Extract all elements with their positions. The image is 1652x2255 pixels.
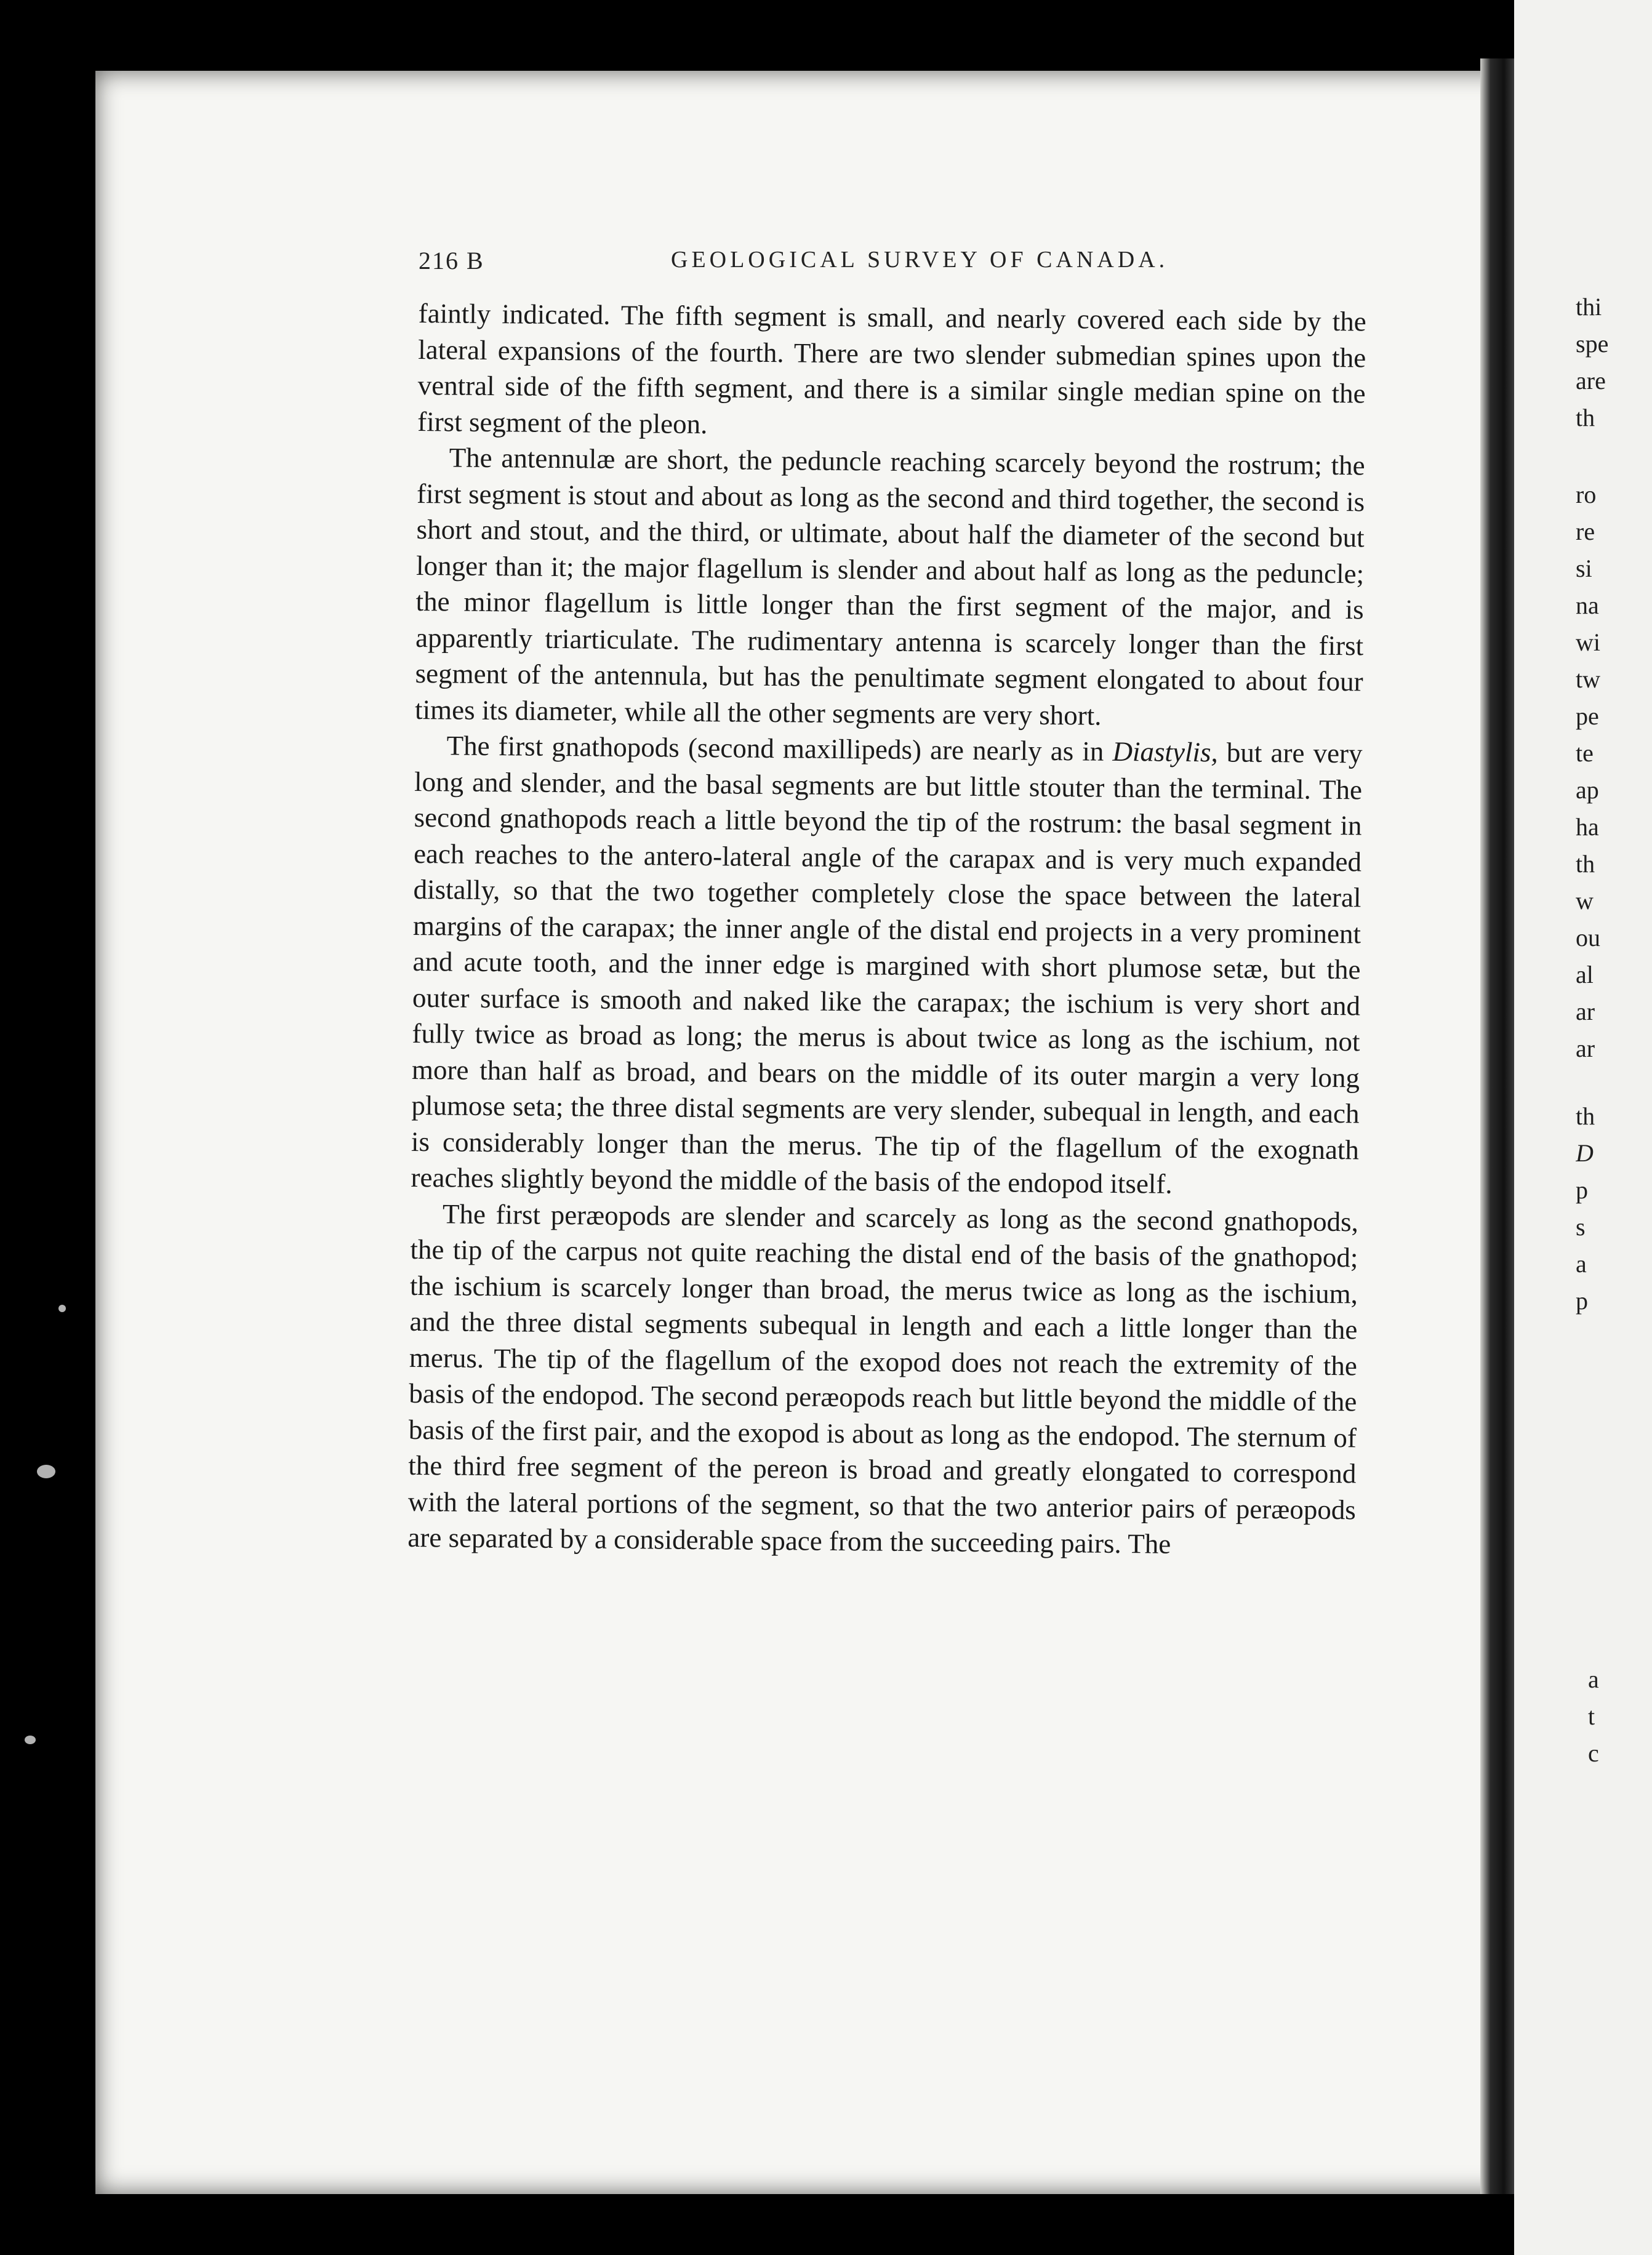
paragraph-text: but are very long and slender, and the basal segments are but little stouter than the terminal. The second gnathopods reach a little beyond the tip of the rostrum: the basal segment in each reaches to the antero-lateral angle of the carapax and is very much expanded distally, so that the two together completely close the space between the lateral margins of the carapax; the inner angle of the distal end projects in a very prominent and acute tooth, and the inner edge is margined with short plumose setæ, but the outer surface is smooth and naked like the carapax; the ischium is very short and fully twice as broad as long; the merus is about twice as long as the ischium, not more than half as broad, and bears on the middle of its outer margin a very long plumose seta; the three distal segments are very slender, subequal in length, and each is considerably longer than the merus. The tip of the flagellum of the exognath reaches slightly beyond the middle of the basis of the endopod itself.	[411, 737, 1363, 1200]
adjacent-page-fragment: spe	[1576, 330, 1609, 358]
adjacent-page-fragment: tw	[1576, 665, 1600, 693]
dust-speck	[25, 1736, 36, 1744]
adjacent-page-fragment: thi	[1576, 293, 1602, 321]
adjacent-page-fragment: ou	[1576, 924, 1600, 951]
adjacent-page-fragment: ap	[1576, 776, 1599, 804]
adjacent-page-fragment: are	[1576, 367, 1606, 395]
adjacent-page-fragment: re	[1576, 518, 1595, 545]
adjacent-page-fragment: ar	[1576, 998, 1595, 1025]
paragraph: faintly indicated. The fifth segment is small, and nearly covered each side by the lateral expansions of the fourth. There are two slender submedian spines upon the ventral side of the fifth segment, and there is a similar single median spine on the first segment of the pleon.	[417, 297, 1366, 439]
adjacent-page-fragment: p	[1576, 1176, 1588, 1204]
adjacent-page-fragment: ar	[1576, 1035, 1595, 1062]
adjacent-page-fragment: ro	[1576, 481, 1597, 508]
page-number: 216 B	[419, 247, 484, 274]
adjacent-page-fragment: al	[1576, 961, 1594, 988]
adjacent-page-fragment: th	[1576, 404, 1595, 431]
paragraph-text: The first gnathopods (second maxillipeds) are nearly as in	[446, 730, 1113, 767]
adjacent-page-fragment: pe	[1576, 702, 1599, 730]
adjacent-page-fragment: a	[1576, 1250, 1587, 1278]
paragraph: The first peræopods are slender and scarcely as long as the second gnathopods, the tip of the carpus not quite reaching the distal end of the basis of the gnathopod; the ischium is scarcely longer than broad, the merus twice as long as the ischium, and the three distal segments subequal in length and each a little longer than the merus. The tip of the flagellum of the exopod does not reach the extremity of the basis of the endopod. The second peræopods reach but little beyond the middle of the basis of the first pair, and the exopod is about as long as the endopod. The sternum of the third free segment of the pereon is broad and greatly elongated to correspond with the lateral portions of the segment, so that the two anterior pairs of peræopods are separated by a considerable space from the succeeding pairs. The	[407, 1198, 1359, 1560]
adjacent-page-fragment: na	[1576, 591, 1599, 619]
adjacent-page-fragment: si	[1576, 555, 1592, 582]
paragraph: The antennulæ are short, the peduncle reaching scarcely beyond the rostrum; the first segment is stout and about as long as the second and third together, the second is short and stout, and the third, or ultimate, about half the diameter of the second but longer than it; the major flagellum is slender and about half as long as the peduncle; the minor flagellum is little longer than the first segment of the major, and is apparently triarticulate. The rudimentary antenna is scarcely longer than the first segment of the antennula, but has the penultimate segment elongated to about four times its diameter, while all the other segments are very short.	[414, 442, 1365, 731]
adjacent-page-fragment: a	[1588, 1665, 1599, 1693]
running-title: GEOLOGICAL SURVEY OF CANADA.	[671, 247, 1169, 273]
dust-speck	[58, 1305, 66, 1312]
genus-name: Diastylis,	[1112, 735, 1218, 768]
adjacent-page-fragment: wi	[1576, 628, 1600, 656]
paragraph	[411, 727, 1363, 1204]
adjacent-page-fragment: te	[1576, 739, 1594, 767]
adjacent-page-fragment: ha	[1576, 813, 1599, 841]
adjacent-page-fragment: w	[1576, 887, 1594, 915]
adjacent-page-fragment: s	[1576, 1213, 1586, 1241]
adjacent-page-fragment: D	[1576, 1139, 1594, 1167]
adjacent-page-fragment: t	[1588, 1702, 1595, 1730]
adjacent-page-fragment: th	[1576, 850, 1595, 878]
adjacent-page-fragment: th	[1576, 1102, 1595, 1130]
adjacent-page-fragment: c	[1588, 1739, 1599, 1767]
page-gutter-shadow	[1480, 58, 1514, 2194]
dust-speck	[37, 1465, 55, 1478]
body-text	[407, 295, 1366, 1564]
adjacent-page-fragment: p	[1576, 1287, 1588, 1315]
